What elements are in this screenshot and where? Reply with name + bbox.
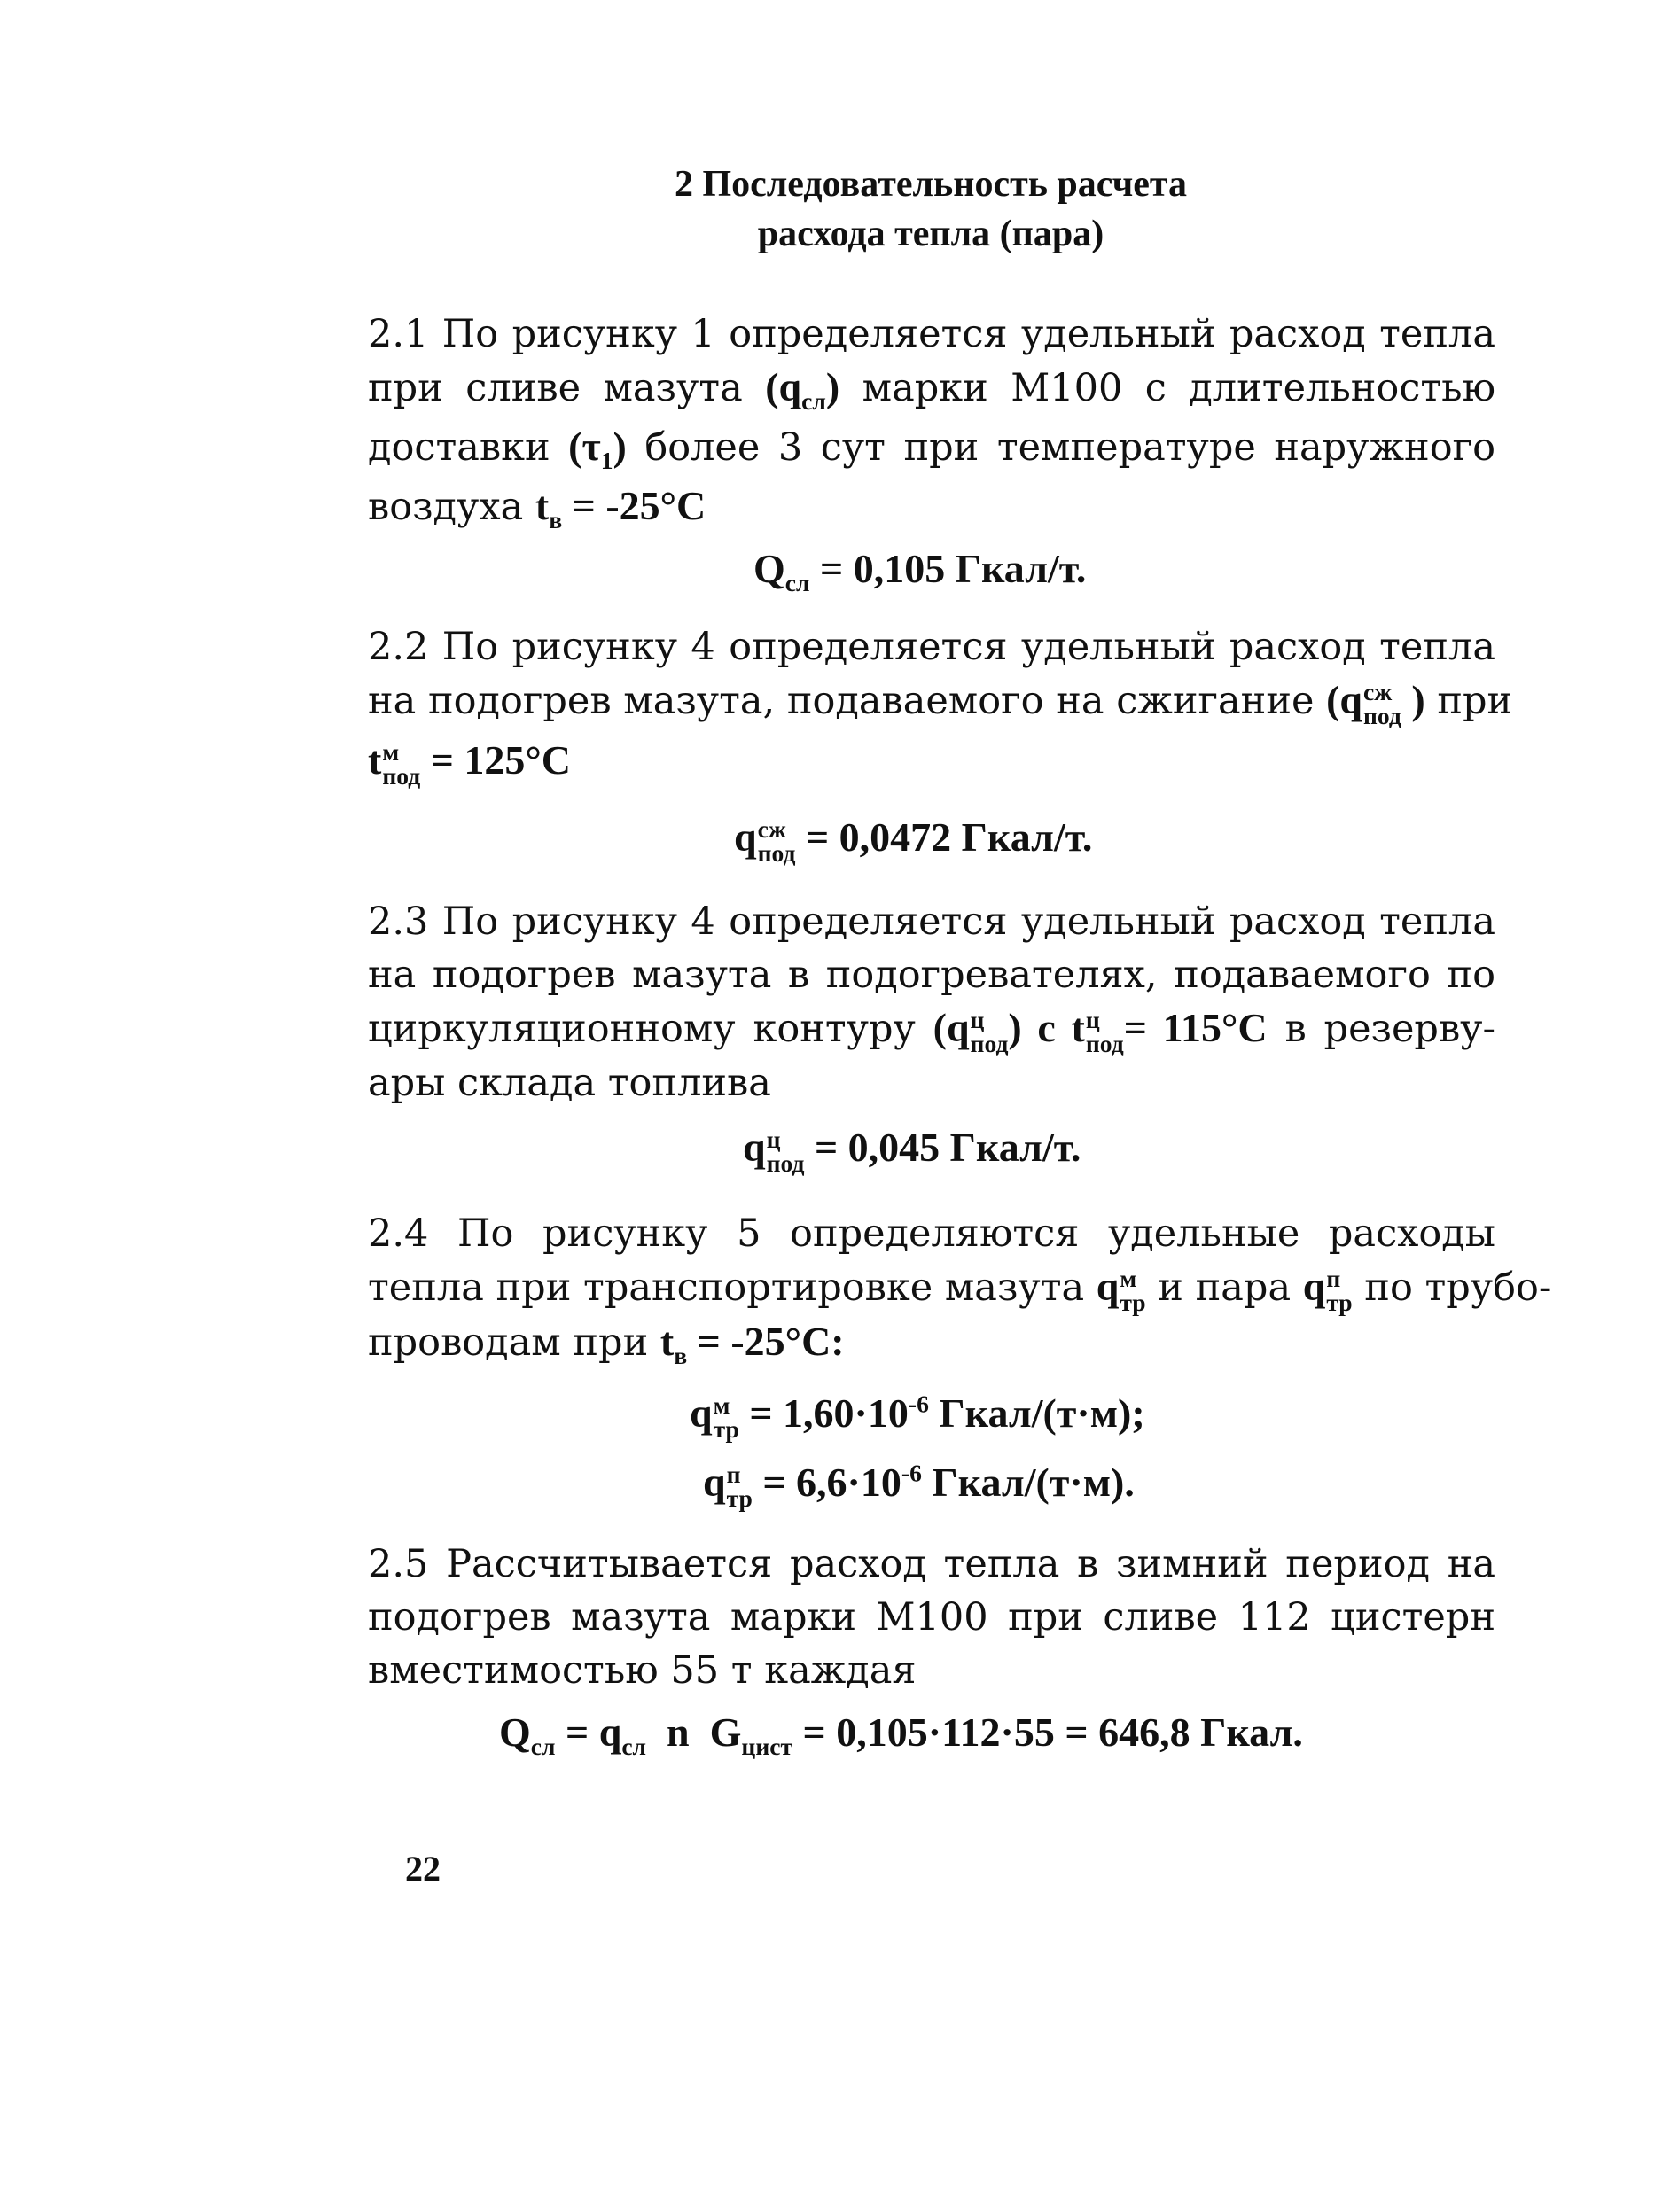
paragraph-2-4 — [368, 1207, 1552, 1370]
paragraph-2-3-line-1: 2.3 По рисунку 4 определяется удельный расход тепла — [368, 900, 1495, 944]
paragraph-2-4-line-3: проводам при $t_в = -25^\circ C$: — [368, 1319, 845, 1370]
formula-q-sl: $Q_{сл} = 0,105$ Гкал/т. — [753, 546, 1087, 597]
paragraph-2-5-line-2: подогрев мазута марки М100 при сливе 112 цистерн — [368, 1595, 1495, 1640]
paragraph-2-2-line-3: t м под = 125°C — [368, 737, 572, 791]
section-heading-line-2: расхода тепла (пара) — [757, 214, 1104, 254]
formula-q-pod-c: q ц под = 0,045 Гкал/т. — [743, 1125, 1081, 1178]
paragraph-2-4-line-2: тепла при транспортировке мазута q м тр и пара q п тр по трубо- — [368, 1264, 1552, 1317]
paragraph-2-1-line-3: доставки $(\tau_1)$ более 3 сут при температуре наружного — [368, 424, 1495, 475]
formula-total-heat: $Q_{сл} = q_{сл}$ n $G_{цист} = 0,105\cdot 112\cdot 55 = 646,8$ Гкал. — [499, 1710, 1303, 1761]
paragraph-2-4-line-1: 2.4 По рисунку 5 определяются удельные расходы — [368, 1211, 1495, 1256]
paragraph-2-2-line-1: 2.2 По рисунку 4 определяется удельный расход тепла — [368, 625, 1495, 669]
paragraph-2-2-line-2: на подогрев мазута, подаваемого на сжигание (q сж под ) при — [368, 677, 1513, 730]
paragraph-2-3-line-3: циркуляционному контуру (q ц под ) с t ц под = 115°C в резерву- — [368, 1005, 1495, 1058]
paragraph-2-5-line-3: вместимостью 55 т каждая — [368, 1648, 917, 1693]
paragraph-2-1-line-2: при сливе мазута $(q_{сл})$ марки М100 с длительностью — [368, 364, 1496, 416]
section-heading-line-1: 2 Последовательность расчета — [674, 164, 1188, 205]
formula-q-pod-szh: q сж под = 0,0472 Гкал/т. — [734, 814, 1093, 868]
page-number: 22 — [405, 1849, 441, 1889]
paragraph-2-3-line-4: ары склада топлива — [368, 1061, 771, 1106]
paragraph-2-5-line-1: 2.5 Рассчитывается расход тепла в зимний период на — [368, 1542, 1495, 1586]
paragraph-2-1-line-1: 2.1 По рисунку 1 определяется удельный расход тепла — [368, 312, 1495, 356]
paragraph-2-2 — [368, 620, 1513, 791]
paragraph-2-5 — [368, 1538, 1495, 1697]
paragraph-2-3-line-2: на подогрев мазута в подогревателях, подаваемого по — [368, 953, 1495, 997]
section-heading — [567, 160, 1294, 259]
paragraph-2-1-line-4: воздуха $t_в = -25^\circ C$ — [368, 483, 706, 534]
formula-q-tr-m: q м тр = $1,60\cdot 10^{-6}$ Гкал/(т·м); — [690, 1390, 1145, 1444]
paragraph-2-1 — [368, 308, 1495, 534]
formula-q-tr-p: q п тр = $6,6\cdot 10^{-6}$ Гкал/(т·м). — [703, 1459, 1135, 1513]
paragraph-2-3 — [368, 895, 1495, 1110]
